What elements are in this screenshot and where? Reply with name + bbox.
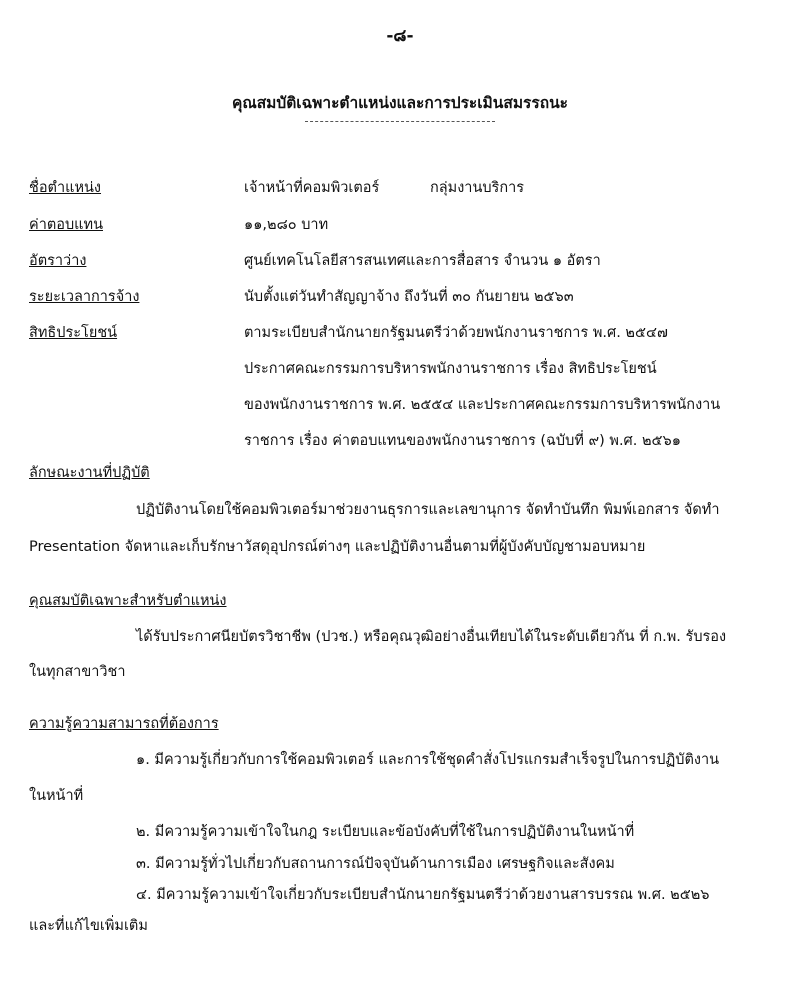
field-period-label: ระยะเวลาการจ้าง: [29, 289, 140, 305]
field-period-value: นับตั้งแต่วันทำสัญญาจ้าง ถึงวันที่ ๓๐ กันยายน ๒๕๖๓: [244, 289, 574, 305]
knowledge-item-4-continued: และที่แก้ไขเพิ่มเติม: [29, 918, 148, 934]
field-compensation-value: ๑๑,๒๘๐ บาท: [244, 217, 329, 233]
field-position-value: เจ้าหน้าที่คอมพิวเตอร์: [244, 180, 380, 196]
field-vacancy-label: อัตราว่าง: [29, 253, 87, 269]
duties-paragraph-line: Presentation จัดหาและเก็บรักษาวัสดุอุปกรณ์ต่างๆ และปฏิบัติงานอื่นตามที่ผู้บังคับบัญชามอบหมาย: [29, 539, 646, 555]
benefits-line: ประกาศคณะกรรมการบริหารพนักงานราชการ เรื่อง สิทธิประโยชน์: [244, 361, 657, 377]
field-benefits-label: สิทธิประโยชน์: [29, 325, 118, 341]
field-position: [29, 176, 779, 202]
page-number: -๘-: [386, 26, 414, 46]
qualifications-heading: คุณสมบัติเฉพาะสำหรับตำแหน่ง: [29, 593, 227, 609]
duties-heading: ลักษณะงานที่ปฏิบัติ: [29, 465, 150, 481]
knowledge-item-3: ๓. มีความรู้ทั่วไปเกี่ยวกับสถานการณ์ปัจจุบันด้านการเมือง เศรษฐกิจและสังคม: [136, 856, 615, 872]
knowledge-item-1: ๑. มีความรู้เกี่ยวกับการใช้คอมพิวเตอร์ และการใช้ชุดคำสั่งโปรแกรมสำเร็จรูปในการปฏิบัติงาน: [136, 752, 719, 768]
qualifications-paragraph-line: ได้รับประกาศนียบัตรวิชาชีพ (ปวช.) หรือคุณวุฒิอย่างอื่นเทียบได้ในระดับเดียวกัน ที่ ก.พ. รับรอง: [136, 629, 727, 645]
field-compensation-label: ค่าตอบแทน: [29, 217, 103, 233]
qualifications-paragraph-line: ในทุกสาขาวิชา: [29, 664, 126, 680]
knowledge-heading: ความรู้ความสามารถที่ต้องการ: [29, 716, 219, 732]
knowledge-item-4: ๔. มีความรู้ความเข้าใจเกี่ยวกับระเบียบสำนักนายกรัฐมนตรีว่าด้วยงานสารบรรณ พ.ศ. ๒๕๒๖: [136, 887, 710, 903]
knowledge-item-1-continued: ในหน้าที่: [29, 788, 84, 804]
duties-paragraph-line: ปฏิบัติงานโดยใช้คอมพิวเตอร์มาช่วยงานธุรการและเลขานุการ จัดทำบันทึก พิมพ์เอกสาร จัดทำ: [136, 502, 720, 518]
benefits-line: ตามระเบียบสำนักนายกรัฐมนตรีว่าด้วยพนักงานราชการ พ.ศ. ๒๕๔๗: [244, 325, 668, 341]
knowledge-item-2: ๒. มีความรู้ความเข้าใจในกฎ ระเบียบและข้อบังคับที่ใช้ในการปฏิบัติงานในหน้าที่: [136, 824, 635, 840]
field-period: [29, 285, 779, 311]
field-position-label: ชื่อตำแหน่ง: [29, 180, 102, 196]
field-position-group: กลุ่มงานบริการ: [430, 180, 525, 196]
field-vacancy: [29, 249, 779, 275]
benefits-line: ราชการ เรื่อง ค่าตอบแทนของพนักงานราชการ (ฉบับที่ ๙) พ.ศ. ๒๕๖๑: [244, 433, 681, 449]
title-divider: [305, 121, 495, 122]
field-vacancy-value: ศูนย์เทคโนโลยีสารสนเทศและการสื่อสาร จำนวน ๑ อัตรา: [244, 253, 601, 269]
field-compensation: [29, 213, 779, 239]
document-title: คุณสมบัติเฉพาะตำแหน่งและการประเมินสมรรถนะ: [231, 94, 569, 112]
benefits-line: ของพนักงานราชการ พ.ศ. ๒๕๕๔ และประกาศคณะกรรมการบริหารพนักงาน: [244, 397, 721, 413]
